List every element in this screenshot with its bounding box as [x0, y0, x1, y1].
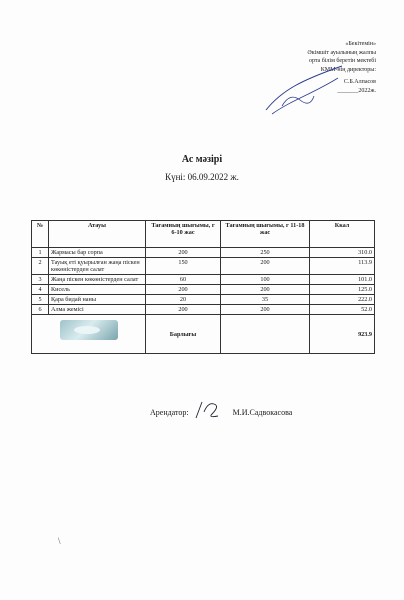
- portion-6-10: 20: [146, 295, 221, 305]
- column-header: №: [32, 221, 49, 248]
- dish-name: Қара бидай наны: [49, 295, 146, 305]
- stamp-signature-icon: [262, 60, 346, 116]
- portion-11-18: 200: [221, 285, 310, 295]
- portion-11-18: 200: [221, 305, 310, 315]
- approval-line: _______2022ж.: [337, 87, 376, 94]
- portion-6-10: 200: [146, 305, 221, 315]
- handwritten-signature-icon: [190, 398, 228, 420]
- total-kcal: 923.9: [310, 315, 375, 354]
- column-header: Тағамның шығымы, г 11-18 жас: [221, 221, 310, 248]
- food-photo: [60, 320, 118, 340]
- table-row: [32, 275, 375, 285]
- table-row: [32, 305, 375, 315]
- column-header: Ккал: [310, 221, 375, 248]
- dish-name: Жаңа піскен көкөністерден салат: [49, 275, 146, 285]
- row-number: 4: [32, 285, 49, 295]
- kcal-value: 310.0: [310, 248, 375, 258]
- row-number: 5: [32, 295, 49, 305]
- signatory-name: М.И.Садвокасова: [232, 408, 293, 417]
- menu-date: Күні: 06.09.2022 ж.: [165, 172, 239, 182]
- approval-line: КММ-нің директоры:: [320, 66, 376, 73]
- kcal-value: 222.0: [310, 295, 375, 305]
- signature-label: Арендатор:: [150, 408, 189, 417]
- food-photo-cell: [32, 315, 146, 354]
- portion-11-18: 250: [221, 248, 310, 258]
- dish-name: Алма жемісі: [49, 305, 146, 315]
- table-row: [32, 258, 375, 275]
- kcal-value: 113.9: [310, 258, 375, 275]
- dish-name: Тауық еті қуырылған жаңа піскен көкөністерден салат: [49, 258, 146, 275]
- table-total-row: [32, 315, 375, 354]
- table-row: [32, 285, 375, 295]
- row-number: 2: [32, 258, 49, 275]
- total-label: Барлығы: [146, 315, 221, 354]
- portion-11-18: 100: [221, 275, 310, 285]
- kcal-value: 125.0: [310, 285, 375, 295]
- portion-6-10: 150: [146, 258, 221, 275]
- approval-line: С.Б.Алпасов: [343, 79, 376, 86]
- column-header: Атауы: [49, 221, 146, 248]
- empty-cell: [221, 315, 310, 354]
- dish-name: Жармасы бар сорпа: [49, 248, 146, 258]
- kcal-value: 101.0: [310, 275, 375, 285]
- kcal-value: 52.0: [310, 305, 375, 315]
- dish-name: Кисель: [49, 285, 146, 295]
- table-header-row: [32, 221, 375, 248]
- row-number: 1: [32, 248, 49, 258]
- portion-6-10: 200: [146, 248, 221, 258]
- approval-line: «Бекітемін»: [345, 41, 376, 47]
- portion-11-18: 200: [221, 258, 310, 275]
- table-row: [32, 295, 375, 305]
- portion-6-10: 60: [146, 275, 221, 285]
- approval-line: орта білім беретін мектебі: [308, 58, 376, 65]
- portion-6-10: 200: [146, 285, 221, 295]
- table-row: [32, 248, 375, 258]
- approval-line: Әкімшіт ауылының жалпы: [307, 49, 376, 56]
- portion-11-18: 35: [221, 295, 310, 305]
- stray-mark: \: [58, 536, 61, 546]
- page-title: Ас мәзірі: [181, 154, 223, 165]
- column-header: Тағамның шығымы, г 6-10 жас: [146, 221, 221, 248]
- row-number: 6: [32, 305, 49, 315]
- row-number: 3: [32, 275, 49, 285]
- menu-table: [31, 220, 375, 354]
